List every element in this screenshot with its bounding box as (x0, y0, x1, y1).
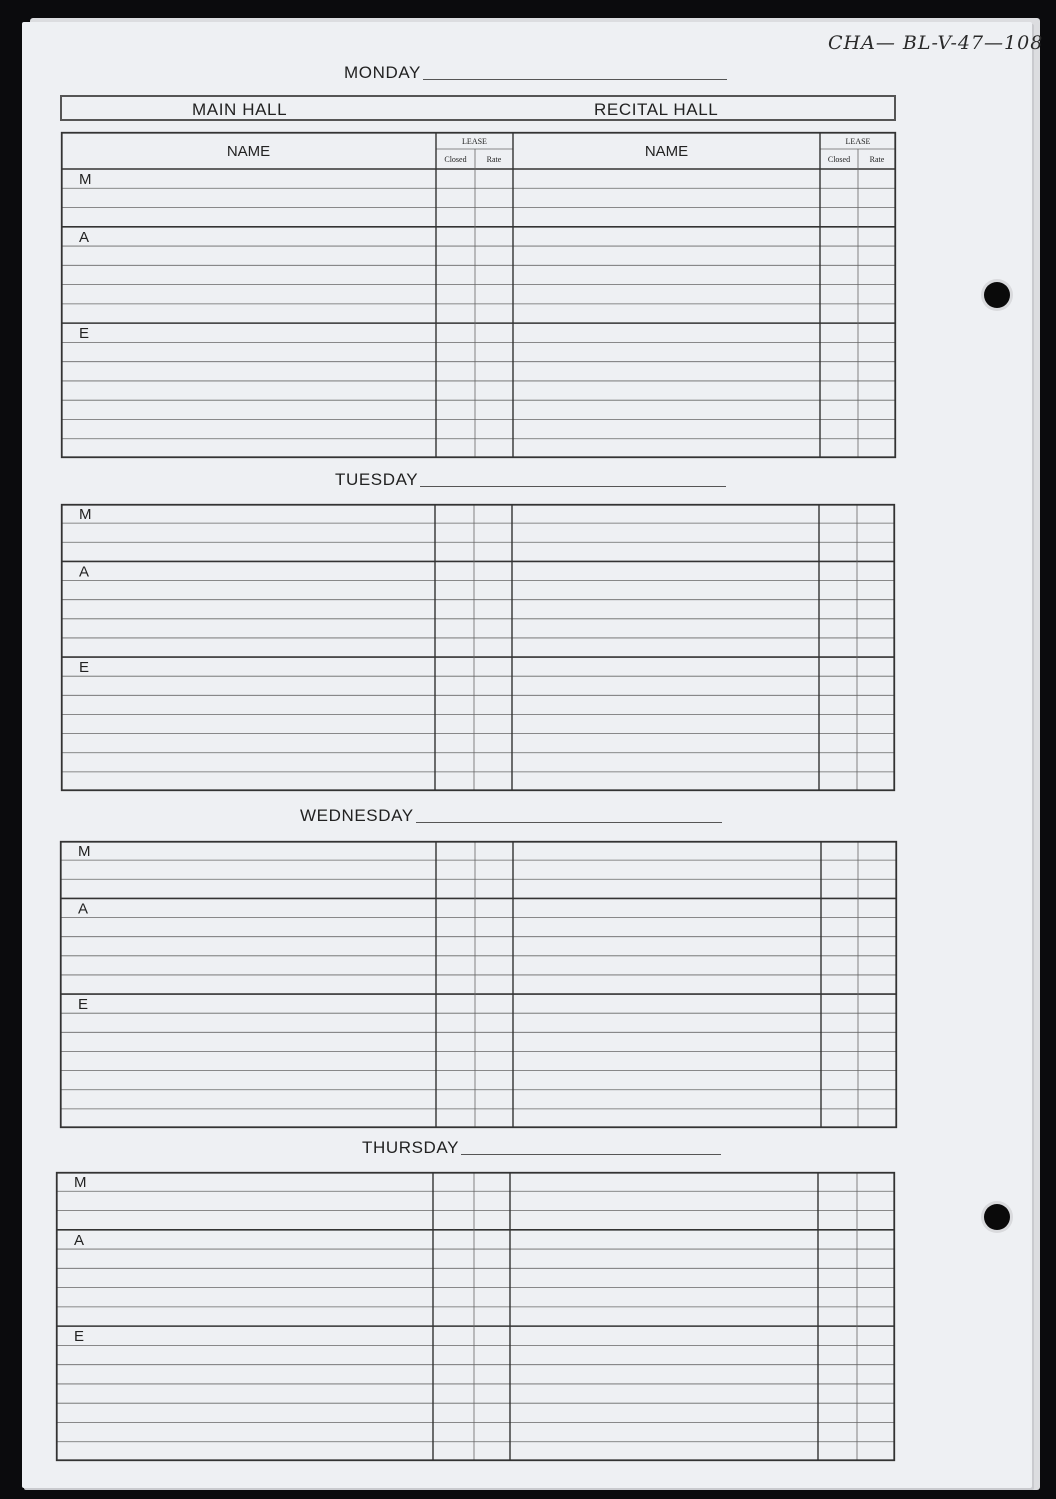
schedule-table-wednesday (60, 841, 897, 1128)
archive-reference: CHA— BL-V-47—108 (828, 32, 1044, 54)
closed-column-header: Closed (827, 155, 851, 164)
day-date-line (461, 1153, 721, 1155)
binder-hole-bottom (984, 1204, 1010, 1230)
period-label: A (79, 228, 90, 246)
day-title-wednesday (300, 806, 722, 826)
period-label: E (78, 996, 89, 1014)
day-date-line (420, 485, 726, 487)
table-border (57, 1173, 895, 1461)
period-label: M (74, 1174, 87, 1191)
table-border (62, 133, 896, 458)
day-label: THURSDAY (362, 1138, 460, 1157)
rate-column-header: Rate (869, 155, 885, 164)
period-label: A (74, 1231, 85, 1249)
recital-hall-label: RECITAL HALL (594, 100, 719, 119)
day-title-tuesday (335, 470, 726, 490)
day-title-thursday (362, 1138, 721, 1158)
closed-column-header: Closed (444, 155, 467, 164)
period-label: M (79, 506, 92, 523)
table-border (62, 505, 895, 791)
period-label: A (78, 900, 89, 918)
schedule-table-tuesday (61, 504, 895, 791)
day-date-line (416, 821, 722, 823)
name-column-header: NAME (644, 143, 689, 160)
period-label: A (79, 563, 90, 581)
table-border (61, 842, 897, 1128)
day-label: MONDAY (344, 63, 421, 82)
hall-header (60, 95, 896, 121)
period-label: M (78, 843, 91, 860)
day-title-monday (344, 63, 727, 83)
period-label: E (79, 325, 90, 343)
period-label: E (79, 659, 90, 677)
rate-column-header: Rate (486, 155, 502, 164)
day-label: WEDNESDAY (300, 806, 414, 825)
lease-column-header: LEASE (845, 137, 871, 146)
period-label: E (74, 1328, 85, 1346)
main-hall-label: MAIN HALL (192, 100, 288, 119)
binder-hole-top (984, 282, 1010, 308)
period-label: M (79, 171, 92, 188)
schedule-table-thursday (56, 1172, 895, 1461)
schedule-table-monday (61, 132, 896, 458)
day-label: TUESDAY (335, 470, 419, 489)
name-column-header: NAME (226, 143, 271, 160)
day-date-line (423, 78, 727, 80)
lease-column-header: LEASE (462, 137, 487, 146)
